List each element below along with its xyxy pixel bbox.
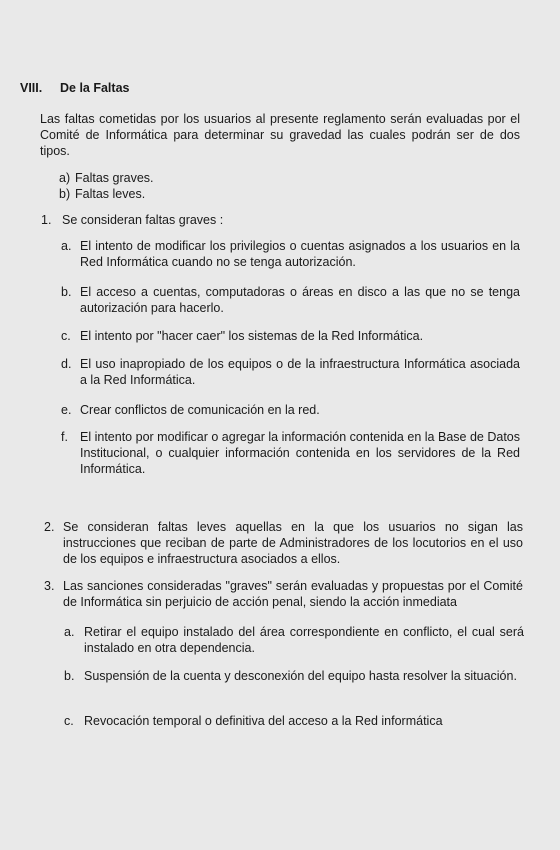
section-number: VIII. xyxy=(20,81,43,95)
point-text: Se consideran faltas leves aquellas en la que los usuarios no sigan las instrucciones que reciban de parte de Administradores de los locutorios en el uso de los equipos e infraestructura asociados a ellos. xyxy=(63,520,523,566)
list-item: Crear conflictos de comunicación en la red. xyxy=(80,403,320,417)
intro-paragraph: Las faltas cometidas por los usuarios al presente reglamento serán evaluadas por el Comité de Informática para determinar su gravedad las cuales podrán ser de dos tipos. xyxy=(40,112,520,158)
type-label: Faltas graves. xyxy=(75,171,154,185)
item-marker: a. xyxy=(64,625,75,639)
type-marker: b) xyxy=(59,187,71,201)
point-text: Las sanciones consideradas "graves" serán evaluadas y propuestas por el Comité de Informática sin perjuicio de acción penal, siendo la acción inmediata xyxy=(63,579,523,609)
type-label: Faltas leves. xyxy=(75,187,146,201)
section-title: De la Faltas xyxy=(60,81,130,95)
list-item: El intento de modificar los privilegios o cuentas asignados a los usuarios en la Red Informática cuando no se tenga autorización. xyxy=(80,239,520,269)
item-marker: b. xyxy=(61,285,72,299)
type-marker: a) xyxy=(59,171,71,185)
list-item: Suspensión de la cuenta y desconexión del equipo hasta resolver la situación. xyxy=(84,669,517,683)
list-item: El uso inapropiado de los equipos o de la infraestructura Informática asociada a la Red Informática. xyxy=(80,357,520,387)
item-marker: b. xyxy=(64,669,75,683)
point-number: 2. xyxy=(44,520,55,534)
item-marker: c. xyxy=(61,329,71,343)
list-item: El intento por "hacer caer" los sistemas de la Red Informática. xyxy=(80,329,424,343)
list-item: Revocación temporal o definitiva del acceso a la Red informática xyxy=(84,714,443,728)
point-text: Se consideran faltas graves : xyxy=(62,213,224,227)
list-item: El acceso a cuentas, computadoras o áreas en disco a las que no se tenga autorización para hacerlo. xyxy=(80,285,520,315)
point-number: 1. xyxy=(41,213,52,227)
item-marker: a. xyxy=(61,239,72,253)
item-marker: c. xyxy=(64,714,74,728)
item-marker: e. xyxy=(61,403,72,417)
item-marker: f. xyxy=(61,430,68,444)
point-number: 3. xyxy=(44,579,55,593)
item-marker: d. xyxy=(61,357,72,371)
list-item: Retirar el equipo instalado del área correspondiente en conflicto, el cual será instalado en otra dependencia. xyxy=(84,625,524,655)
list-item: El intento por modificar o agregar la información contenida en la Base de Datos Institucional, o cualquier información contenida en los servidores de la Red Informática. xyxy=(80,430,520,476)
